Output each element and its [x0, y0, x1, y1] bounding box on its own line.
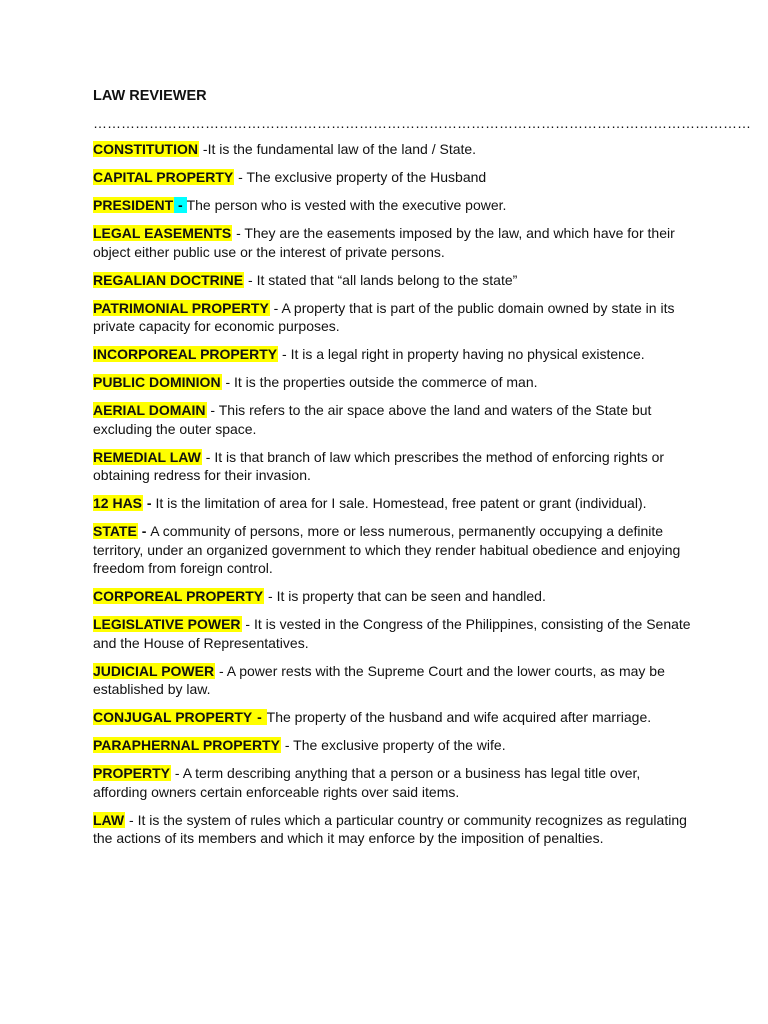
term-definition: The person who is vested with the executive power. [186, 197, 507, 213]
term-label: PRESIDENT [93, 197, 174, 213]
entry-capital-property [93, 168, 693, 187]
entry-public-dominion [93, 373, 693, 392]
term-definition: A term describing anything that a person or a business has legal title over, affording owners certain enforceable rights over said items. [93, 765, 641, 800]
term-separator: - [137, 523, 151, 539]
term-definition: A community of persons, more or less numerous, permanently occupying a definite territory, under an organized government to which they render habitual obedience and enjoying freedom from foreign control. [93, 523, 681, 576]
term-label: JUDICIAL POWER [93, 662, 215, 679]
term-label: REGALIAN DOCTRINE [93, 271, 244, 288]
term-definition: It is the fundamental law of the land / State. [207, 141, 477, 157]
term-separator: - [215, 662, 227, 679]
dotted-divider: …………………………………………………………………………………………………………………………… [93, 115, 751, 131]
term-definition: It is vested in the Congress of the Philippines, consisting of the Senate and the House of Representatives. [93, 616, 691, 651]
term-definition: It is a legal right in property having no physical existence. [290, 346, 645, 362]
term-label: PROPERTY [93, 765, 171, 781]
term-label: LAW [93, 811, 125, 828]
term-label: REMEDIAL LAW [93, 448, 201, 465]
term-separator: - [278, 346, 291, 362]
term-separator: - [171, 765, 183, 781]
term-label: PARAPHERNAL PROPERTY [93, 737, 280, 753]
term-label: CORPOREAL PROPERTY [93, 588, 264, 604]
term-definition: This refers to the air space above the land and waters of the State but excluding the outer space. [93, 402, 652, 437]
term-definition: It is the properties outside the commerce of man. [234, 374, 538, 390]
term-definition: The exclusive property of the wife. [293, 737, 506, 753]
entry-regalian-doctrine [93, 271, 693, 290]
entry-incorporeal-property [93, 345, 693, 364]
entry-remedial-law [93, 448, 693, 485]
term-separator: - [201, 448, 215, 465]
document-title: LAW REVIEWER [93, 88, 207, 104]
term-definition: The exclusive property of the Husband [246, 169, 487, 185]
term-label: LEGAL EASEMENTS [93, 225, 232, 241]
term-label: STATE [93, 523, 137, 539]
term-separator: - [234, 169, 247, 185]
term-separator: - [264, 588, 277, 604]
term-separator: - [221, 374, 235, 390]
term-label: PUBLIC DOMINION [93, 374, 221, 390]
entry-president [93, 196, 693, 215]
term-separator: - [232, 225, 245, 241]
term-definition: It is the system of rules which a particular country or community recognizes as regulating the actions of its members and which it may enforce by the imposition of penalties. [93, 811, 687, 846]
term-label: LEGISLATIVE POWER [93, 616, 241, 632]
term-separator: - [253, 709, 266, 725]
term-separator: - [199, 141, 208, 157]
entry-corporeal-property [93, 587, 693, 606]
term-definition: It is that branch of law which prescribes the method of enforcing rights or obtaining redress for their invasion. [93, 448, 665, 483]
entry-judicial-power [93, 662, 693, 699]
term-definition: It is property that can be seen and handled. [276, 588, 546, 604]
term-definition: A property that is part of the public domain owned by state in its private capacity for economic purposes. [93, 299, 675, 334]
term-separator: - [125, 811, 138, 828]
entry-constitution [93, 140, 693, 159]
term-separator: - [280, 737, 294, 753]
entry-law [93, 811, 693, 848]
term-definition: They are the easements imposed by the law, and which have for their object either public use or the interest of private persons. [93, 225, 675, 260]
entry-conjugal-property [93, 708, 693, 727]
entry-state [93, 522, 693, 578]
term-label: AERIAL DOMAIN [93, 402, 206, 418]
document-page [93, 88, 751, 857]
term-label: CAPITAL PROPERTY [93, 169, 234, 185]
term-separator: - [244, 271, 257, 288]
entry-paraphernal-property [93, 736, 693, 755]
term-separator: - [269, 299, 282, 316]
entry-12-has [93, 494, 693, 513]
term-separator: - [174, 197, 187, 213]
entry-legislative-power [93, 615, 693, 652]
term-separator: - [143, 495, 156, 511]
term-label: CONSTITUTION [93, 141, 198, 157]
term-label: PATRIMONIAL PROPERTY [93, 299, 269, 316]
term-definition: The property of the husband and wife acquired after marriage. [266, 709, 652, 725]
term-definition: A power rests with the Supreme Court and the lower courts, as may be established by law. [93, 662, 665, 697]
term-label: 12 HAS [93, 495, 143, 511]
term-label: INCORPOREAL PROPERTY [93, 346, 278, 362]
term-definition: It stated that “all lands belong to the state” [256, 271, 518, 288]
entry-aerial-domain [93, 401, 693, 438]
term-definition: It is the limitation of area for I sale. Homestead, free patent or grant (individual). [155, 495, 647, 511]
term-separator: - [241, 616, 254, 632]
term-label: CONJUGAL PROPERTY [93, 709, 253, 725]
term-separator: - [206, 402, 219, 418]
entry-patrimonial-property [93, 299, 693, 336]
entry-property [93, 764, 693, 801]
entry-legal-easements [93, 224, 693, 261]
